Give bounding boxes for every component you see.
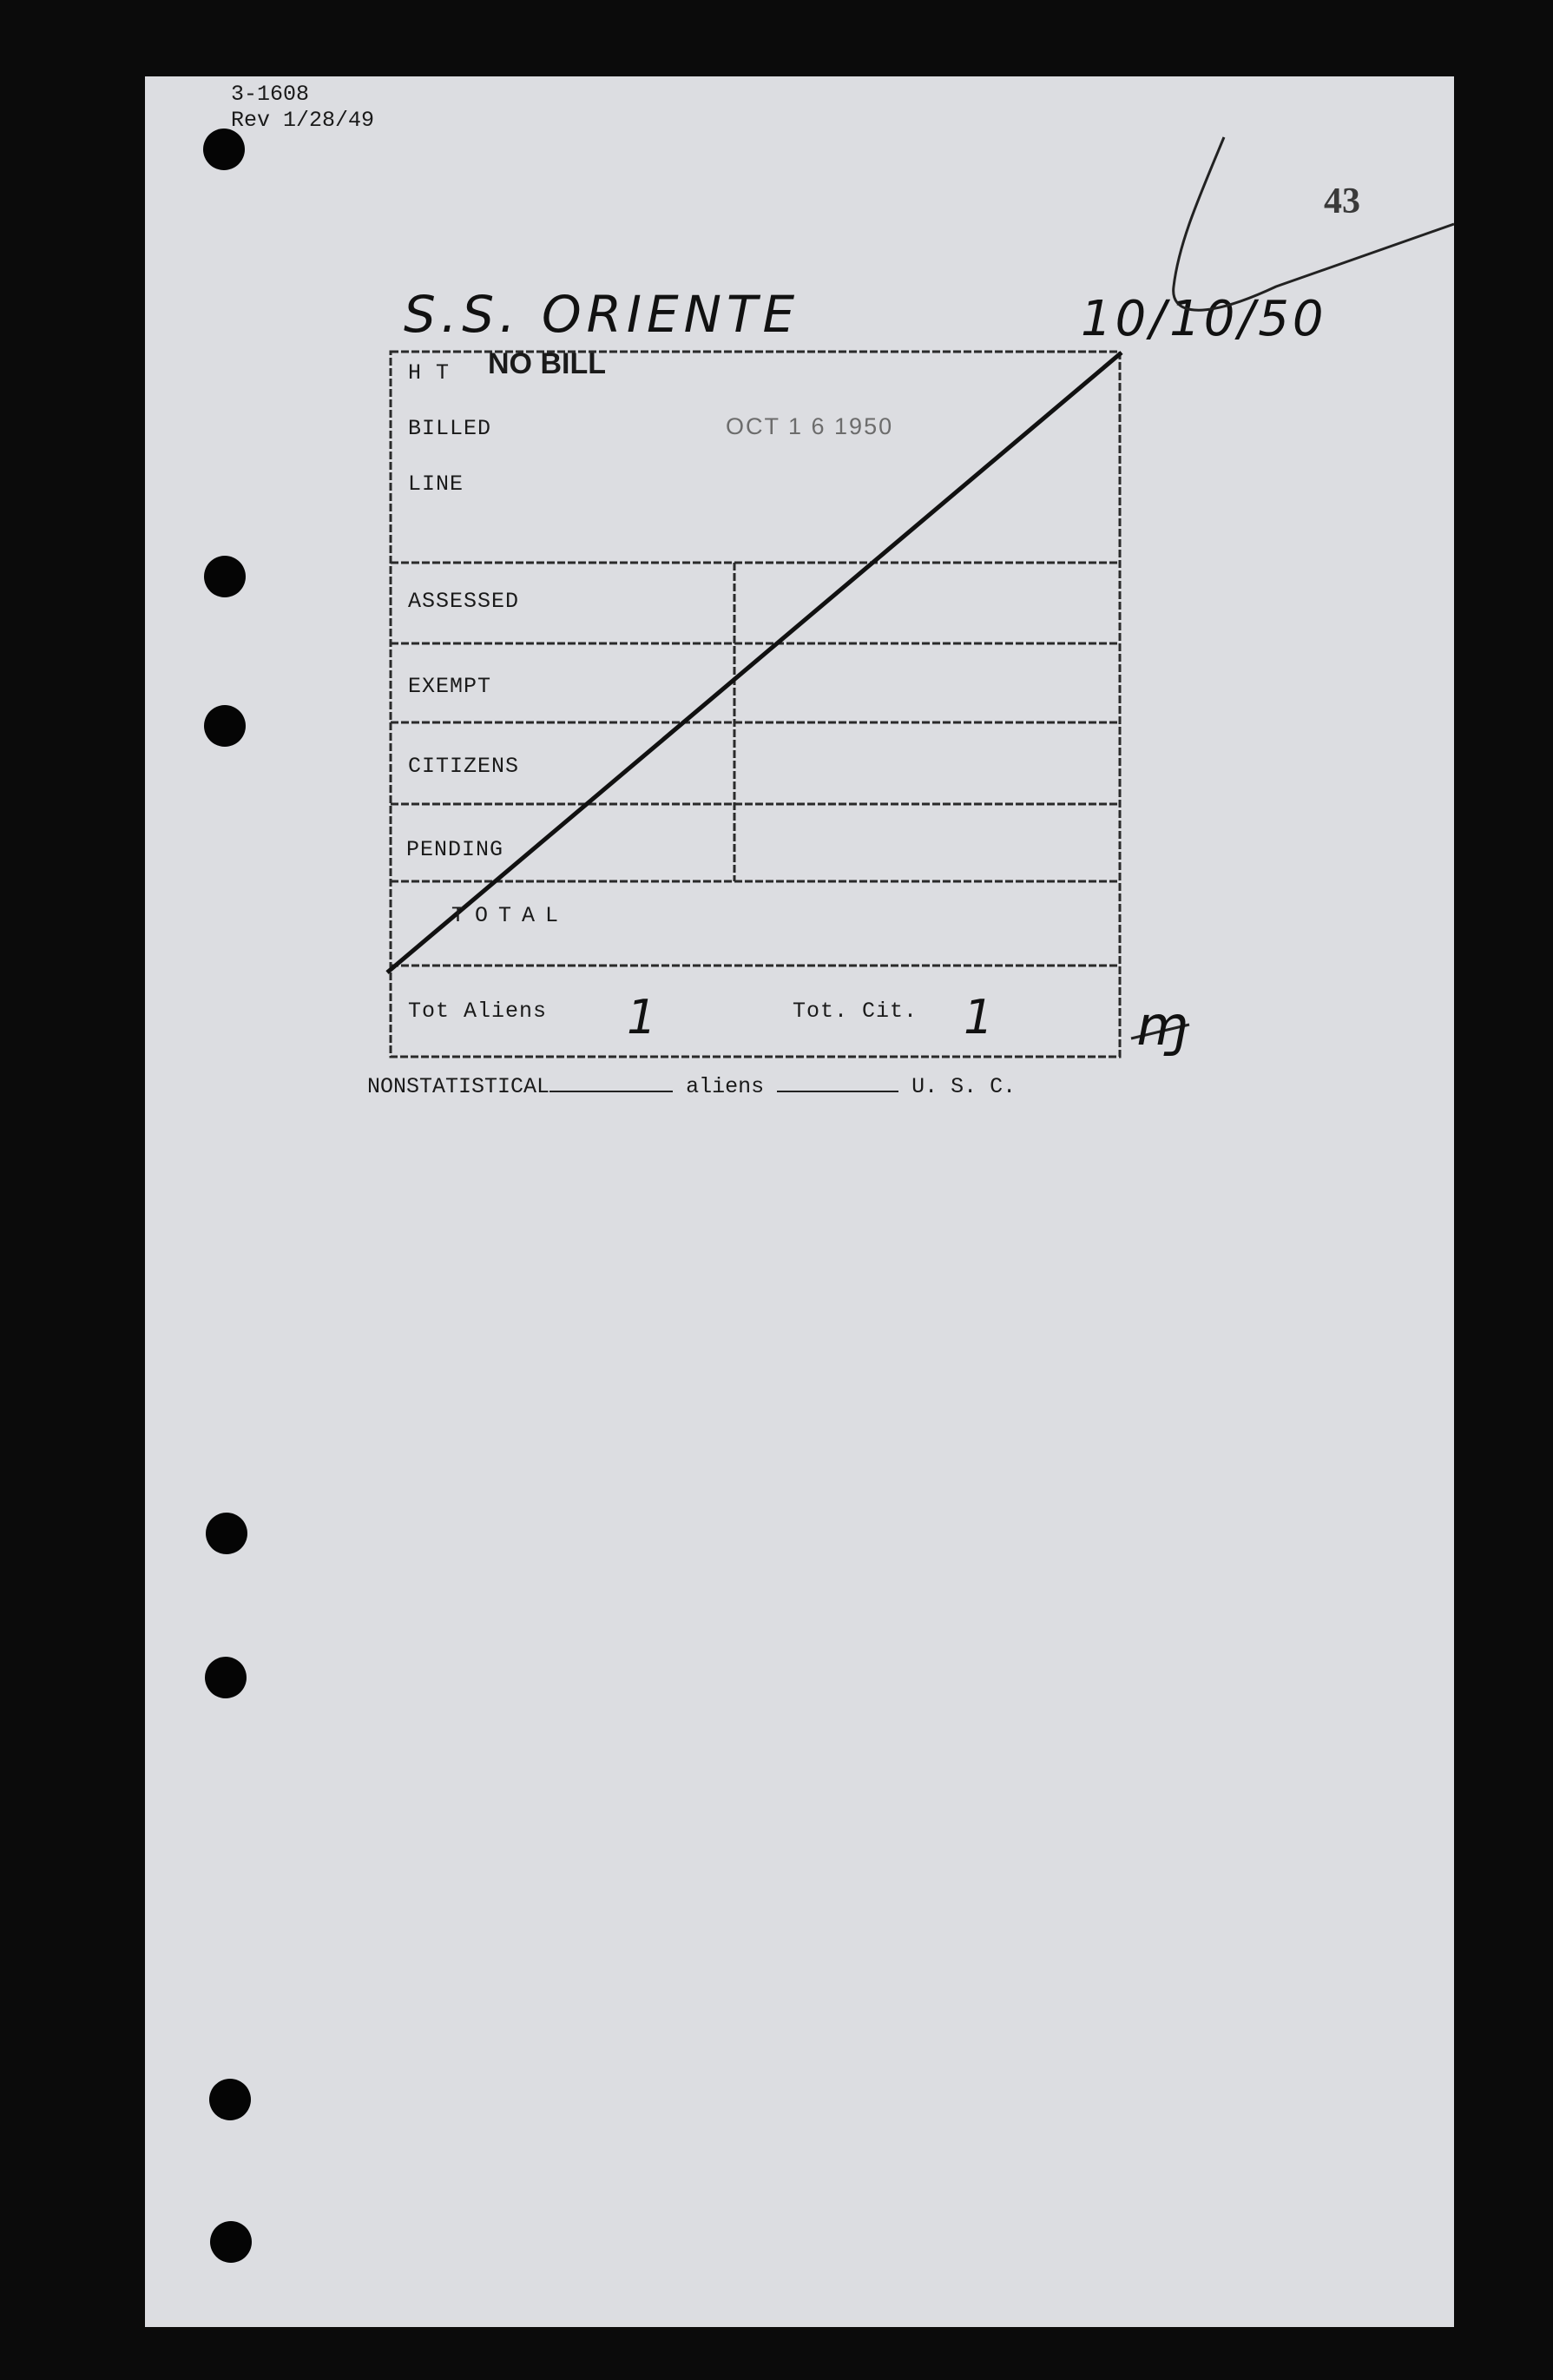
pen-stroke (1174, 137, 1454, 310)
row-exempt-label: EXEMPT (408, 674, 492, 699)
total-label: TOTAL (451, 903, 569, 928)
received-date-stamp: OCT 1 6 1950 (726, 413, 894, 439)
tot-cit-label: Tot. Cit. (793, 999, 918, 1024)
tot-aliens-label: Tot Aliens (408, 999, 548, 1024)
nonstatistical-label: NONSTATISTICAL (367, 1074, 550, 1099)
page-number: 43 (1324, 181, 1360, 221)
aliens-label: aliens (686, 1074, 765, 1099)
nonstatistical-line (367, 1073, 1016, 1099)
cancel-line (387, 353, 1122, 972)
label-line: LINE (408, 471, 464, 497)
tot-cit-value: 1 (964, 990, 994, 1045)
label-billed: BILLED (408, 416, 492, 441)
row-citizens-label: CITIZENS (408, 754, 520, 779)
usc-blank (777, 1073, 898, 1092)
form-code: 3-1608 (231, 82, 310, 107)
handwritten-initials: ɱ (1135, 994, 1188, 1058)
handwritten-ship-name: S.S. ORIENTE (404, 285, 800, 344)
row-assessed-label: ASSESSED (408, 589, 520, 614)
no-bill-stamp: NO BILL (488, 347, 606, 380)
tot-aliens-value: 1 (627, 990, 657, 1045)
form-revision: Rev 1/28/49 (231, 108, 375, 133)
handwritten-date: 10/10/50 (1081, 291, 1327, 347)
row-pending-label: PENDING (406, 837, 504, 862)
nonstatistical-blank (549, 1073, 673, 1092)
usc-label: U. S. C. (911, 1074, 1017, 1099)
label-ht: H T (408, 360, 451, 386)
